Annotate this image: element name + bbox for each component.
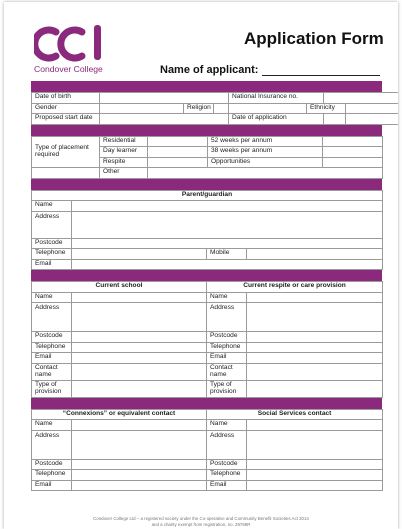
school-postcode-label: Postcode (32, 332, 72, 343)
religion-input-wide[interactable] (229, 103, 307, 114)
contacts-table (31, 409, 383, 492)
school-telephone-label: Telephone (32, 342, 72, 353)
social-address-label: Address (207, 430, 247, 459)
application-date-label: Date of application (229, 114, 324, 125)
school-provision-type-label: Type of provision (32, 380, 72, 397)
connexions-telephone-label: Telephone (32, 470, 72, 481)
school-postcode-input[interactable] (72, 332, 207, 343)
college-name: Condover College (34, 64, 103, 74)
school-address-label: Address (32, 303, 72, 332)
placement-checkbox[interactable] (148, 147, 208, 158)
application-date-extra[interactable] (346, 114, 398, 125)
parent-telephone-label: Telephone (32, 249, 72, 260)
school-contact-name-input[interactable] (72, 363, 207, 380)
dob-input[interactable] (100, 93, 229, 104)
social-name-input[interactable] (247, 420, 383, 431)
section-bar (31, 270, 382, 281)
placement-other-input[interactable] (148, 168, 383, 179)
placement-option: 38 weeks per annum (208, 147, 323, 158)
parent-email-input[interactable] (72, 259, 383, 270)
social-name-label: Name (207, 420, 247, 431)
start-date-input[interactable] (100, 114, 229, 125)
dob-label: Date of birth (32, 93, 100, 104)
parent-name-label: Name (32, 201, 72, 212)
respite-provision-type-input[interactable] (247, 380, 383, 397)
parent-guardian-table (31, 190, 383, 271)
application-form-page (4, 2, 398, 529)
placement-checkbox[interactable] (323, 157, 383, 168)
social-telephone-label: Telephone (207, 470, 247, 481)
respite-provision-heading: Current respite or care provision (207, 282, 383, 293)
respite-name-input[interactable] (247, 292, 383, 303)
school-email-label: Email (32, 353, 72, 364)
school-telephone-input[interactable] (72, 342, 207, 353)
section-bar (31, 81, 382, 92)
social-email-input[interactable] (247, 480, 383, 491)
parent-telephone-input[interactable] (72, 249, 207, 260)
school-table (31, 281, 383, 398)
respite-address-label: Address (207, 303, 247, 332)
connexions-telephone-input[interactable] (72, 470, 207, 481)
ethnicity-input[interactable] (346, 103, 398, 114)
school-contact-name-label: Contact name (32, 363, 72, 380)
personal-details-table (31, 92, 398, 125)
section-bar (31, 179, 382, 190)
college-logo (34, 24, 114, 78)
placement-option: Other (100, 168, 148, 179)
ni-input[interactable] (324, 93, 398, 104)
ni-label: National Insurance no. (229, 93, 324, 104)
parent-address-label: Address (32, 211, 72, 238)
respite-address-input[interactable] (247, 303, 383, 332)
footer-line: Condover College Ltd – a registered society under the Co-operative and Community Benefit Societies Act 2014 (93, 516, 309, 521)
connexions-email-input[interactable] (72, 480, 207, 491)
parent-name-input[interactable] (72, 201, 383, 212)
social-address-input[interactable] (247, 430, 383, 459)
social-telephone-input[interactable] (247, 470, 383, 481)
section-bar (31, 398, 382, 409)
ethnicity-label: Ethnicity (307, 103, 346, 114)
social-services-heading: Social Services contact (207, 409, 383, 420)
respite-provision-type-label: Type of provision (207, 380, 247, 397)
connexions-postcode-label: Postcode (32, 459, 72, 470)
applicant-name-field[interactable] (160, 64, 380, 76)
school-provision-type-input[interactable] (72, 380, 207, 397)
start-date-label: Proposed start date (32, 114, 100, 125)
placement-checkbox[interactable] (323, 136, 383, 147)
social-postcode-input[interactable] (247, 459, 383, 470)
social-postcode-label: Postcode (207, 459, 247, 470)
school-email-input[interactable] (72, 353, 207, 364)
parent-address-input[interactable] (72, 211, 383, 238)
placement-checkbox[interactable] (323, 147, 383, 158)
placement-option: 52 weeks per annum (208, 136, 323, 147)
applicant-name-label: Name of applicant: (160, 64, 259, 76)
current-school-heading: Current school (32, 282, 207, 293)
social-email-label: Email (207, 480, 247, 491)
religion-label: Religion (184, 103, 214, 114)
page-title: Application Form (244, 29, 384, 48)
placement-empty (32, 168, 100, 179)
parent-postcode-input[interactable] (72, 238, 383, 249)
placement-checkbox[interactable] (148, 136, 208, 147)
school-name-label: Name (32, 292, 72, 303)
connexions-name-input[interactable] (72, 420, 207, 431)
respite-telephone-input[interactable] (247, 342, 383, 353)
parent-postcode-label: Postcode (32, 238, 72, 249)
placement-table (31, 136, 383, 179)
placement-option: Residential (100, 136, 148, 147)
respite-name-label: Name (207, 292, 247, 303)
respite-email-input[interactable] (247, 353, 383, 364)
placement-checkbox[interactable] (148, 157, 208, 168)
connexions-heading: “Connexions” or equivalent contact (32, 409, 207, 420)
section-bar (31, 125, 382, 136)
gender-label: Gender (32, 103, 100, 114)
respite-email-label: Email (207, 353, 247, 364)
connexions-address-input[interactable] (72, 430, 207, 459)
respite-contact-name-input[interactable] (247, 363, 383, 380)
connexions-postcode-input[interactable] (72, 459, 207, 470)
respite-telephone-label: Telephone (207, 342, 247, 353)
connexions-name-label: Name (32, 420, 72, 431)
form-body (31, 81, 382, 491)
connexions-address-label: Address (32, 430, 72, 459)
parent-email-label: Email (32, 259, 72, 270)
page-footer (4, 516, 398, 527)
ccl-logo-icon (34, 24, 114, 64)
gender-input[interactable] (100, 103, 184, 114)
applicant-name-line[interactable] (262, 65, 380, 76)
placement-option: Respite (100, 157, 148, 168)
parent-mobile-label: Mobile (207, 249, 247, 260)
footer-line: and a charity exempt from registration, no. 29768R (151, 521, 251, 527)
respite-postcode-input[interactable] (247, 332, 383, 343)
application-date-input[interactable] (324, 114, 346, 125)
placement-type-label: Type of placement required (32, 136, 100, 168)
placement-option: Opportunities (208, 157, 323, 168)
school-address-input[interactable] (72, 303, 207, 332)
connexions-email-label: Email (32, 480, 72, 491)
religion-input[interactable] (214, 103, 229, 114)
school-name-input[interactable] (72, 292, 207, 303)
respite-contact-name-label: Contact name (207, 363, 247, 380)
parent-mobile-input[interactable] (247, 249, 383, 260)
respite-postcode-label: Postcode (207, 332, 247, 343)
placement-option: Day learner (100, 147, 148, 158)
parent-guardian-heading: Parent/guardian (32, 190, 383, 201)
